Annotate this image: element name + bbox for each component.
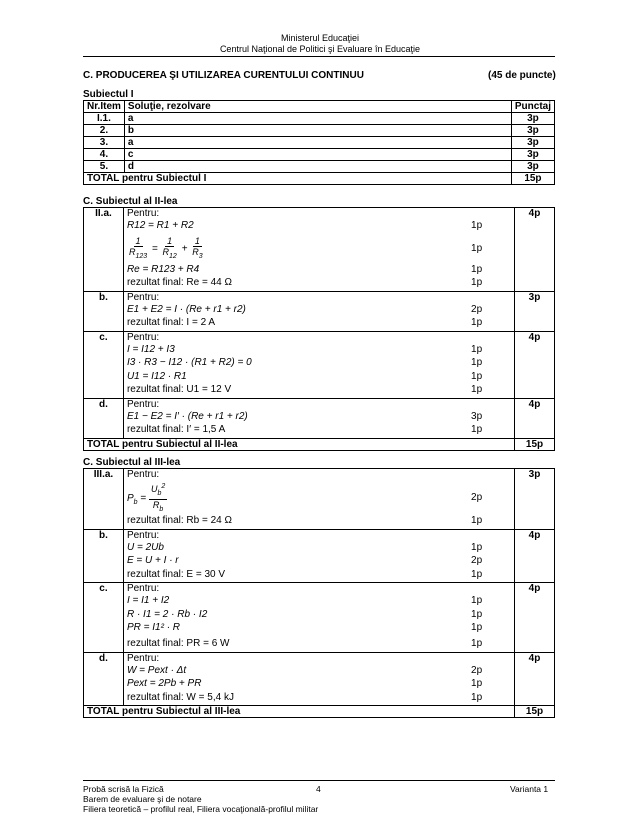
item-label: d.: [84, 398, 124, 438]
row-solution: a: [124, 137, 511, 149]
formula: E1 − E2 = I′ · (Re + r1 + r2): [126, 410, 248, 422]
total-label: TOTAL pentru Subiectul al II-lea: [84, 438, 515, 450]
line-points: 1p: [471, 691, 483, 703]
item-label: III.a.: [84, 469, 124, 530]
head-solution: Soluţie, rezolvare: [124, 101, 511, 113]
head-points: Punctaj: [511, 101, 554, 113]
line-points: 1p: [471, 263, 483, 275]
row-item: 3.: [84, 137, 125, 149]
header-divider: [83, 56, 555, 57]
solution-line: [127, 411, 511, 425]
line-points: 1p: [471, 370, 483, 382]
row-points: 3p: [511, 113, 554, 125]
final-result: rezultat final: I′ = 1,5 A: [126, 424, 226, 435]
table-row: [84, 161, 555, 173]
solution-line: [127, 542, 511, 556]
line-points: 2p: [471, 555, 483, 566]
row-solution: c: [124, 149, 511, 161]
row-item: 5.: [84, 161, 125, 173]
formula: E1 + E2 = I · (Re + r1 + r2): [126, 303, 246, 315]
item-points: 4p: [515, 398, 555, 438]
item-points: 4p: [515, 583, 555, 653]
formula: Pext = 2Pb + PR: [126, 678, 202, 689]
pentru-label: Pentru:: [126, 529, 160, 541]
row-points: 3p: [511, 125, 554, 137]
line-points: 1p: [471, 357, 483, 368]
solution-line: [127, 304, 511, 318]
formula: E = U + I · r: [126, 555, 179, 566]
solution-line: [127, 481, 511, 515]
solution-line: [127, 609, 511, 623]
solution-line: [127, 515, 511, 529]
item-label: b.: [84, 529, 124, 583]
item-label: II.a.: [84, 208, 124, 292]
final-result: rezultat final: E = 30 V: [126, 568, 226, 580]
final-result: rezultat final: I = 2 A: [126, 317, 216, 328]
solution-line: [127, 344, 511, 358]
footer-variant: Varianta 1: [510, 784, 549, 794]
pentru-label: Pentru:: [126, 331, 160, 343]
pentru-label: Pentru:: [126, 583, 160, 594]
footer-filiera: Filiera teoretică – profilul real, Filiera vocaţională-profilul militar: [83, 804, 319, 814]
total-row: [84, 173, 555, 185]
line-points: 1p: [471, 384, 483, 395]
line-points: 1p: [471, 343, 483, 355]
item-row-d: [84, 652, 555, 706]
formula: I3 · R3 − I12 · (R1 + R2) = 0: [126, 357, 252, 368]
solution-line: [127, 220, 511, 234]
solution-line: [127, 264, 511, 278]
solution-line: [127, 234, 511, 264]
total-row: [84, 438, 555, 450]
footer-exam: Probă scrisă la Fizică: [83, 784, 164, 794]
formula: U = 2Ub: [126, 541, 164, 553]
item-points: 4p: [515, 208, 555, 292]
line-points: 1p: [471, 622, 483, 633]
solution-line: [127, 424, 511, 438]
item-row-b: [84, 529, 555, 583]
solution-line: [127, 569, 511, 583]
final-result: rezultat final: U1 = 12 V: [126, 384, 232, 395]
table-head-row: [84, 101, 555, 113]
formula: I = I1 + I2: [126, 595, 170, 606]
section-points: (45 de puncte): [488, 70, 556, 81]
solution-line: [127, 277, 511, 291]
subject1-title: Subiectul I: [83, 89, 134, 100]
formula: I = I12 + I3: [126, 343, 175, 355]
solution-line: [127, 665, 511, 679]
row-item: 2.: [84, 125, 125, 137]
row-item: 4.: [84, 149, 125, 161]
item-label: b.: [84, 291, 124, 331]
line-points: 1p: [471, 638, 483, 649]
ministry-name: Ministerul Educaţiei: [280, 33, 360, 43]
item-label: c.: [84, 583, 124, 653]
total-points: 15p: [515, 438, 555, 450]
pentru-label: Pentru:: [126, 208, 160, 219]
final-result: rezultat final: PR = 6 W: [126, 638, 230, 649]
formula: Re = R123 + R4: [126, 263, 200, 275]
center-name: Centrul Naţional de Politici şi Evaluare în Educaţie: [219, 44, 421, 54]
solution-line: [127, 384, 511, 398]
line-points: 2p: [471, 664, 483, 676]
solution-line: [127, 622, 511, 638]
line-points: 2p: [471, 303, 483, 315]
total-label: TOTAL pentru Subiectul I: [84, 173, 512, 185]
row-points: 3p: [511, 149, 554, 161]
line-points: 1p: [471, 220, 483, 231]
item-label: d.: [84, 652, 124, 706]
solution-line: [127, 678, 511, 692]
item-points: 4p: [515, 331, 555, 398]
item-points: 3p: [515, 291, 555, 331]
solution-line: [127, 317, 511, 331]
item-points: 4p: [515, 529, 555, 583]
solution-line: [127, 357, 511, 371]
line-points: 1p: [471, 277, 483, 288]
table-row: [84, 149, 555, 161]
table-row: [84, 113, 555, 125]
pentru-label: Pentru:: [126, 652, 160, 664]
line-points: 1p: [471, 515, 483, 526]
final-result: rezultat final: Re = 44 Ω: [126, 277, 232, 288]
pentru-label: Pentru:: [126, 291, 160, 303]
line-points: 1p: [471, 678, 483, 689]
footer-barem: Barem de evaluare şi de notare: [83, 794, 202, 804]
item-row-d: [84, 398, 555, 438]
line-points: 1p: [471, 317, 483, 328]
formula: W = Pext · Δt: [126, 664, 187, 676]
row-solution: d: [124, 161, 511, 173]
page-number: 4: [316, 784, 321, 794]
item-points: 3p: [515, 469, 555, 530]
solution-line: [127, 692, 511, 706]
total-points: 15p: [515, 706, 555, 718]
subject1-table: [83, 100, 555, 185]
head-item: Nr.Item: [84, 101, 125, 113]
formula-fraction: $P_b$ = $\frac{U_b^2}{R_b}$: [126, 482, 166, 513]
line-points: 1p: [471, 424, 483, 435]
item-row-c: [84, 583, 555, 653]
footer-divider: [83, 780, 555, 781]
subject3-title: C. Subiectul al III-lea: [83, 457, 181, 468]
row-points: 3p: [511, 137, 554, 149]
pentru-label: Pentru:: [126, 398, 160, 410]
row-solution: b: [124, 125, 511, 137]
item-label: c.: [84, 331, 124, 398]
row-solution: a: [124, 113, 511, 125]
subject3-table: [83, 468, 555, 718]
line-points: 2p: [471, 492, 483, 503]
section-title: C. PRODUCEREA ŞI UTILIZAREA CURENTULUI CONTINUU: [83, 70, 364, 81]
item-row-a: [84, 469, 555, 530]
item-points: 4p: [515, 652, 555, 706]
line-points: 1p: [471, 242, 483, 254]
total-row: [84, 706, 555, 718]
final-result: rezultat final: Rb = 24 Ω: [126, 515, 232, 526]
table-row: [84, 125, 555, 137]
line-points: 3p: [471, 410, 483, 422]
subject2-table: [83, 207, 555, 451]
formula-fraction: $\frac{1}{R_{123}}$ = $\frac{1}{R_{12}}$ + $\frac{1}{R_3}$: [128, 235, 203, 260]
pentru-label: Pentru:: [126, 469, 160, 480]
solution-line: [127, 595, 511, 609]
row-points: 3p: [511, 161, 554, 173]
solution-line: [127, 555, 511, 569]
final-result: rezultat final: W = 5,4 kJ: [126, 691, 234, 703]
formula: PR = I1² · R: [126, 622, 181, 633]
formula: U1 = I12 · R1: [126, 370, 187, 382]
item-row-c: [84, 331, 555, 398]
total-label: TOTAL pentru Subiectul al III-lea: [84, 706, 515, 718]
line-points: 1p: [471, 568, 483, 580]
line-points: 1p: [471, 541, 483, 553]
solution-line: [127, 371, 511, 385]
row-item: I.1.: [84, 113, 125, 125]
formula: R · I1 = 2 · Rb · I2: [126, 608, 208, 620]
table-row: [84, 137, 555, 149]
item-row-b: [84, 291, 555, 331]
solution-line: [127, 638, 511, 652]
total-points: 15p: [511, 173, 554, 185]
item-row-a: [84, 208, 555, 292]
subject2-title: C. Subiectul al II-lea: [83, 196, 178, 207]
line-points: 1p: [471, 608, 483, 620]
line-points: 1p: [471, 595, 483, 606]
formula: R12 = R1 + R2: [126, 220, 194, 231]
